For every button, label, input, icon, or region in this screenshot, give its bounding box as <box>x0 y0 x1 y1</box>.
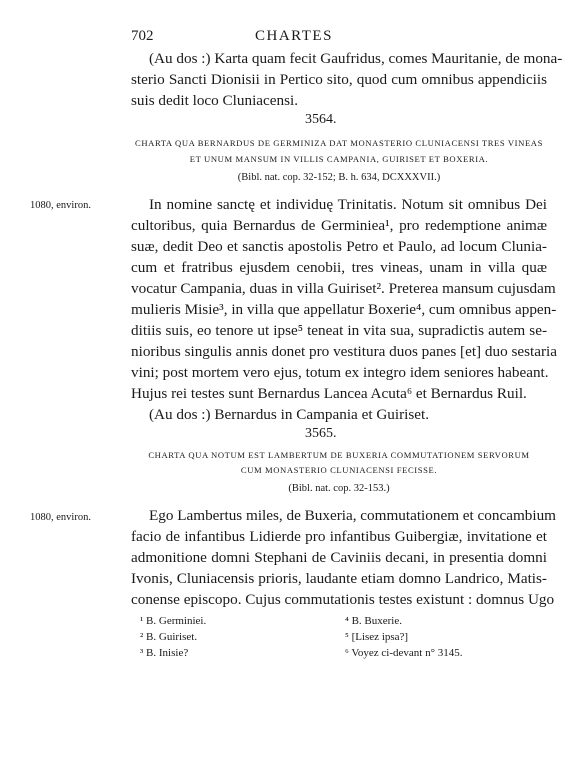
text-line: Ivonis, Cluniacensis prioris, laudante etiam domno Landrico, Matis- <box>131 570 547 587</box>
charter-text <box>131 505 556 610</box>
text-line: ditiis suis, eo tenore ut ipse⁵ teneat in vita sua, supradictis autem se- <box>131 322 547 339</box>
footnotes-right <box>345 613 463 661</box>
text-line: Hujus rei testes sunt Bernardus Lancea Acuta⁶ et Bernardus Ruil. <box>131 385 527 402</box>
footnote: ² B. Guiriset. <box>140 631 198 643</box>
text-line: mulieris Misie³, in villa que appellatur Boxerie⁴, cum omnibus appen- <box>131 301 557 318</box>
footnotes-left <box>140 613 206 661</box>
footnote: ³ B. Inisie? <box>140 647 189 659</box>
charter-text <box>131 194 558 425</box>
charter-number: 3564. <box>305 112 337 127</box>
page-number: 702 <box>131 28 154 44</box>
text-line: (Au dos :) Karta quam fecit Gaufridus, comes Mauritanie, de mona- <box>149 50 563 67</box>
text-line: admonitione domni Stephani de Caviniis decani, in presentia domni <box>131 549 547 566</box>
charter-rubric-line: ET UNUM MANSUM IN VILLIS CAMPANIA, GUIRISET ET BOXERIA. <box>189 154 489 164</box>
text-line: Ego Lambertus miles, de Buxeria, commutationem et concambium <box>149 507 556 524</box>
text-line: vini; post mortem vero ejus, totum ex integro idem seniores habeant. <box>131 364 549 381</box>
text-line: sterio Sancti Dionisii in Pertico sito, quod cum omnibus appendiciis <box>131 71 547 88</box>
endorsement: (Au dos :) Bernardus in Campania et Guiriset. <box>149 406 430 423</box>
running-title: CHARTES <box>255 28 333 44</box>
text-line: vocatur Campania, duas in villa Guiriset². Preterea mansum cujusdam <box>131 280 556 297</box>
footnote: ⁵ [Lisez ipsa?] <box>345 631 409 643</box>
text-line: conense episcopo. Cujus commutationis testes existunt : domnus Ugo <box>131 591 555 608</box>
text-line: nioribus singulis annis donet pro vestitura duos panes [et] duo sestaria <box>131 343 558 360</box>
text-line: suæ, dedit Deo et sanctis apostolis Petro et Paulo, ad locum Clunia- <box>131 238 547 255</box>
text-line: suis dedit loco Cluniacensi. <box>131 92 299 109</box>
text-line: facio de infantibus Lidierde pro infantibus Guibergiæ, invitatione et <box>131 528 547 545</box>
charter-number: 3565. <box>305 426 337 441</box>
charter-source: (Bibl. nat. cop. 32-152; B. h. 634, DCXXXVII.) <box>237 172 441 183</box>
text-line: cultoribus, quia Bernardus de Germiniea¹, pro redemptione animæ <box>131 217 547 234</box>
text-line: In nomine sanctę et individuę Trinitatis. Notum sit omnibus Dei <box>149 196 547 213</box>
charter-source: (Bibl. nat. cop. 32-153.) <box>288 483 390 494</box>
continuation-block <box>131 48 563 111</box>
margin-date: 1080, environ. <box>30 512 91 523</box>
margin-date: 1080, environ. <box>30 200 91 211</box>
footnote: ⁴ B. Buxerie. <box>345 615 402 627</box>
footnote: ⁶ Voyez ci-devant n° 3145. <box>345 647 463 659</box>
footnote: ¹ B. Germiniei. <box>140 615 207 627</box>
text-line: cum et fratribus ejusdem cenobii, tres vineas, unam in villa quæ <box>131 259 547 276</box>
charter-rubric-line: CUM MONASTERIO CLUNIACENSI FECISSE. <box>240 465 438 475</box>
charter-rubric-line: CHARTA QUA BERNARDUS DE GERMINIZA DAT MONASTERIO CLUNIACENSI TRES VINEAS <box>135 138 543 148</box>
charter-rubric-line: CHARTA QUA NOTUM EST LAMBERTUM DE BUXERIA COMMUTATIONEM SERVORUM <box>148 450 530 460</box>
